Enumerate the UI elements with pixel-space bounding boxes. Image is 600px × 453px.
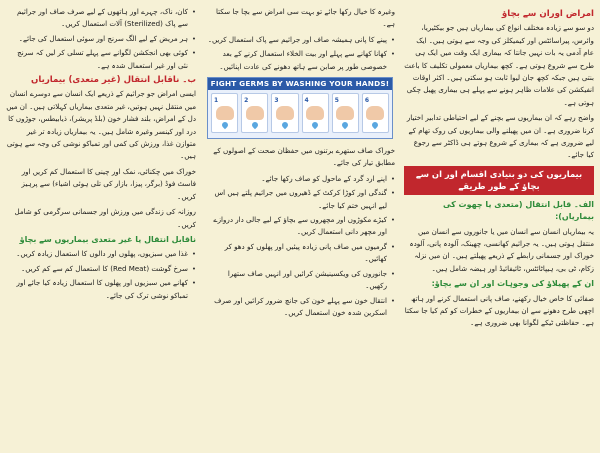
step-number: 6	[364, 97, 370, 105]
step-number: 4	[304, 97, 309, 105]
left-column	[6, 6, 196, 447]
step-number: 3	[274, 97, 279, 105]
communicable-text: یہ بیماریاں انسان سے انسان میں یا جانوروں سے انسان میں منتقل ہوتی ہیں۔ یہ جراثیم کھانسی، چھینک، آلودہ پانی، آلودہ خوراک اور جسمانی رابطے کے ذریعے پھیلتے ہیں۔ ان میں نزلہ زکام، ٹی بی، ہیپاٹائٹس، ٹائیفائیڈ اور ہیضہ شامل ہیں۔	[409, 226, 594, 273]
list-item: • گندگی اور کوڑا کرکٹ کے ڈھیروں میں جراثیم پلتے ہیں اس لیے انہیں ختم کیا جائے۔	[205, 187, 395, 212]
list-item: • ہر مریض کے لیے الگ سرنج اور سوئی استعمال کی جائے۔	[6, 33, 196, 45]
after-poster-text: خوراک صاف ستھرے برتنوں میں حفظان صحت کے اصولوں کے مطابق تیار کی جائے۔	[213, 146, 395, 168]
handwashing-poster	[207, 77, 393, 139]
subheading-non-communicable-prevention: ناقابل انتقال یا غیر متعدی بیماریوں سے بچاؤ	[19, 234, 196, 244]
poster-step	[211, 93, 238, 133]
prevention-text: صفائی کا خاص خیال رکھنے، صاف پانی استعمال کرنے اور ہاتھ اچھی طرح دھونے سے ان بیماریوں کے خطرات کو کم کیا جا سکتا ہے۔ حفاظتی ٹیکے لگوانا بھی ضروری ہے۔	[404, 293, 594, 328]
middle-column	[205, 6, 395, 447]
poster-step	[332, 93, 359, 133]
water-drop-icon	[220, 121, 228, 129]
hand-icon	[336, 106, 354, 120]
list-item: • پینے کا پانی ہمیشہ صاف اور جراثیم سے پاک استعمال کریں۔	[205, 34, 395, 46]
exercise-text: روزانہ کی زندگی میں ورزش اور جسمانی سرگرمی کو شامل کریں۔	[14, 207, 196, 229]
diet-text: خوراک میں چکنائی، نمک اور چینی کا استعمال کم کریں اور فاسٹ فوڈ (برگر، پیزا، بازار کی تلی ہوئی اشیاء) سے پرہیز کریں۔	[21, 166, 196, 201]
mid-bottom-list	[205, 173, 395, 319]
poster-step	[302, 93, 329, 133]
list-item: • کھانے میں سبزیوں اور پھلوں کا استعمال زیادہ کیا جائے اور تمباکو نوشی ترک کی جائے۔	[6, 277, 196, 302]
non-communicable-text: ایسی امراض جو جراثیم کے ذریعے ایک انسان سے دوسرے انسان میں منتقل نہیں ہوتیں، غیر متعدی بیماریاں کہلاتی ہیں۔ ان میں دل کے امراض، بلند فشار خون (بلڈ پریشر)، ذیابیطس، جوڑوں کا درد اور کینسر وغیرہ شامل ہیں۔ یہ بیماریاں زیادہ تر غیر متوازن غذا، ورزش کی کمی اور تمباکو نوشی کی وجہ سے ہوتی ہیں۔	[6, 89, 196, 161]
list-item: • کان، ناک، چہرے اور ہاتھوں کے لیے صرف صاف اور جراثیم سے پاک (Sterilized) آلات استعمال کریں۔	[6, 6, 196, 31]
step-number: 1	[214, 97, 219, 105]
hand-icon	[276, 106, 294, 120]
hand-icon	[216, 106, 234, 120]
poster-step	[241, 93, 268, 133]
list-item: • غذا میں سبزیوں، پھلوں اور دالوں کا استعمال زیادہ کریں۔	[6, 248, 196, 260]
disease-types-banner: بیماریوں کی دو بنیادی اقسام اور ان سے بچاؤ کے طور طریقے	[404, 166, 594, 195]
list-item: • کیڑے مکوڑوں اور مچھروں سے بچاؤ کے لیے جالی دار دروازے اور مچھر دانی استعمال کریں۔	[205, 214, 395, 239]
water-drop-icon	[281, 121, 289, 129]
mid-top-text: وغیرہ کا خیال رکھا جائے تو بہت سی امراض سے بچا جا سکتا ہے۔	[215, 7, 395, 29]
hand-icon	[246, 106, 264, 120]
hand-icon	[366, 106, 384, 120]
hand-icon	[306, 106, 324, 120]
intro-paragraph: دو سو سے زیادہ مختلف انواع کی بیماریاں ہیں جو بیکٹیریا، وائرس، پیراسائٹس اور کیمیکلز کی وجہ سے ہوتی ہیں۔ ایک عام آدمی یہ بات نہیں جانتا کہ بیماری ایک وقت میں ایک ہی طرح سے شروع ہوتی ہے۔ کچھ بیماریاں معمولی تکلیف کا باعث بنتی ہیں جبکہ کچھ جان لیوا ثابت ہو سکتی ہیں۔ اکثر اوقات انفیکشن کی علامات ظاہر ہونے سے پہلے ہی بیماری پھیل چکی ہوتی ہے۔	[404, 23, 594, 107]
water-drop-icon	[371, 121, 379, 129]
list-item: • کھانا کھانے سے پہلے اور بیت الخلاء استعمال کرنے کے بعد خصوصی طور پر صابن سے ہاتھ دھونے کی عادت اپنائیں۔	[205, 48, 395, 73]
subheading-prevention: ان کے پھیلاؤ کی وجوہات اور ان سے بچاؤ:	[431, 279, 594, 289]
water-drop-icon	[311, 121, 319, 129]
step-number: 5	[334, 97, 339, 105]
poster-steps	[208, 90, 392, 136]
poster-step	[271, 93, 298, 133]
left-bottom-list	[6, 248, 196, 302]
water-drop-icon	[341, 121, 349, 129]
subheading-non-communicable: ب۔ ناقابل انتقال (غیر متعدی) بیماریاں	[31, 75, 196, 86]
water-drop-icon	[251, 121, 259, 129]
left-top-list	[6, 6, 196, 72]
list-item: • سرخ گوشت (Red Meat) کا استعمال کم سے کم کریں۔	[6, 263, 196, 275]
mid-top-list	[205, 34, 395, 73]
section-title: امراض اوران سے بچاؤ	[501, 9, 594, 19]
subheading-communicable: الف۔ قابل انتقال (متعدی یا چھوت کی بیماریاں):	[443, 199, 594, 222]
list-item: • جانوروں کی ویکسینیشن کرائیں اور انہیں صاف ستھرا رکھیں۔	[205, 268, 395, 293]
poster-title: FIGHT GERMS BY WASHING YOUR HANDS!	[208, 78, 392, 90]
list-item: • کوئی بھی انجکشن لگوانے سے پہلے تسلی کر لیں کہ سرنج نئی اور غیر استعمال شدہ ہے۔	[6, 47, 196, 72]
right-column	[404, 6, 594, 447]
step-number: 2	[244, 97, 249, 105]
list-item: • انتقال خون سے پہلے خون کی جانچ ضرور کرائیں اور صرف اسکرین شدہ خون استعمال کریں۔	[205, 295, 395, 320]
list-item: • اپنے ارد گرد کے ماحول کو صاف رکھا جائے۔	[205, 173, 395, 185]
list-item: • گرمیوں میں صاف پانی زیادہ پیئیں اور پھلوں کو دھو کر کھائیں۔	[205, 241, 395, 266]
poster-step	[362, 93, 389, 133]
paragraph-2: واضح رہے کہ ان بیماریوں سے بچنے کے لیے احتیاطی تدابیر اختیار کرنا ضروری ہے۔ ان میں پھیلنے والی بیماریوں کی روک تھام کے لیے ضروری ہے کہ بیماری کے شروع ہوتے ہی ڈاکٹر سے رجوع کیا جائے۔	[406, 113, 594, 160]
